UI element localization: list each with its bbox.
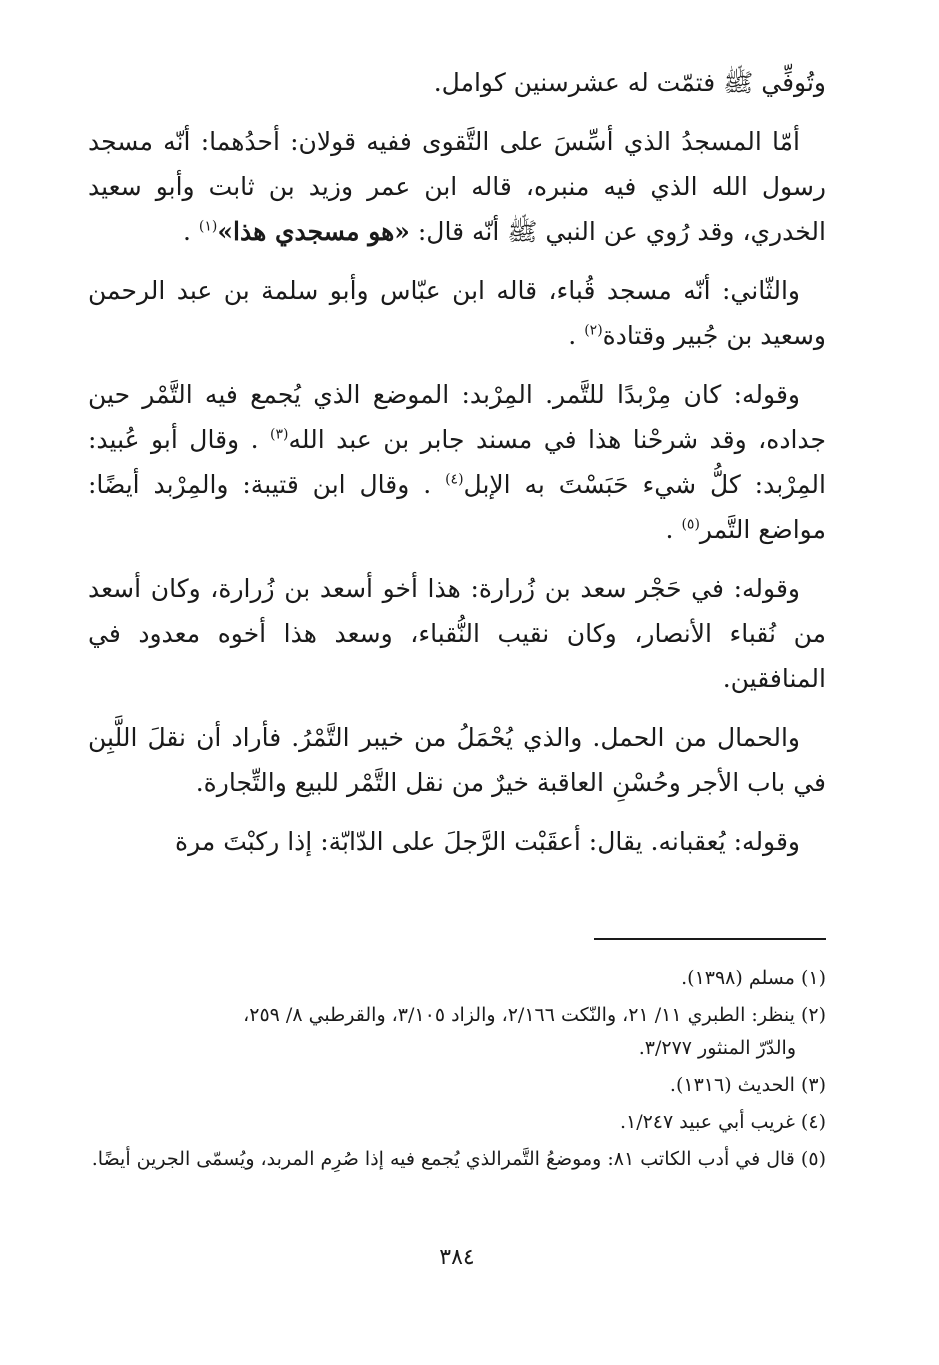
- footnote-text: (٢) ينظر: الطبري ١١/ ٢١، والنّكت ٢/١٦٦، والزاد ٣/١٠٥، والقرطبي ٨/ ٢٥٩،: [243, 1004, 826, 1026]
- paragraph-end: .: [665, 515, 682, 544]
- footnote-5: (٥) قال في أدب الكاتب ٨١: وموضعُ التَّمرالذي يُجمع فيه إذا صُرِم المربد، ويُسمّى الجرين أيضًا.: [91, 1148, 826, 1170]
- paragraph-text: وقوله: يُعقبانه. يقال: أعقَبْت الرَّجلَ على الدّابّة: إذا ركبْتَ مرة: [174, 827, 800, 856]
- hadith-quote: «هو مسجدي هذا»: [217, 217, 410, 246]
- paragraph-end: .: [568, 321, 585, 350]
- footnote-4: (٤) غريب أبي عبيد ١/٢٤٧.: [619, 1111, 826, 1133]
- paragraph-1: [88, 60, 826, 105]
- footnote-3: (٣) الحديث (١٣١٦).: [669, 1074, 826, 1096]
- paragraph-5: [88, 566, 826, 701]
- footnote-1: (١) مسلم (١٣٩٨).: [681, 967, 826, 989]
- paragraph-text: . وقال أبو عُبيد: المِرْبد: كلُّ شيء حَبَسْتَ به الإبل: [88, 425, 826, 499]
- footnote-ref-4: (٤): [445, 471, 464, 488]
- page-number: ٣٨٤: [439, 1245, 475, 1270]
- paragraph-text: وقوله: في حَجْر سعد بن زُرارة: هذا أخو أسعد بن زُرارة، وكان أسعد من نُقباء الأنصار، وكان نقيب النُّقباء، وسعد هذا أخوه معدود في المنافقين.: [88, 574, 826, 693]
- book-page: [88, 60, 826, 1340]
- footnote-2: [88, 999, 826, 1065]
- paragraph-4: [88, 372, 826, 552]
- footnotes: [88, 962, 826, 1180]
- footnote-ref-3: (٣): [269, 426, 289, 443]
- footnote-continuation: والدّرّ المنثور ٣/٢٧٧.: [638, 1037, 796, 1059]
- paragraph-3: [88, 268, 826, 358]
- paragraph-2: [88, 119, 826, 254]
- paragraph-text: وتُوفِّي ﷺ فتمّت له عشرسنين كوامل.: [433, 68, 826, 97]
- paragraph-6: [88, 715, 826, 805]
- paragraph-end: .: [183, 217, 199, 246]
- paragraph-text: والحمال من الحمل. والذي يُحْمَلُ من خيبر التَّمْرُ. فأراد أن نقلَ اللَّبِن في باب الأجر وحُسْنِ العاقبة خيرٌ من نقل التَّمْر للبيع والتِّجارة.: [88, 723, 826, 797]
- paragraph-text: . وقال ابن قتيبة: والمِرْبد أيضًا: مواضع التَّمر: [88, 470, 826, 544]
- paragraph-text: أمّا المسجدُ الذي أسِّسَ على التَّقوى ففيه قولان: أحدُهما: أنّه مسجد رسول الله الذي فيه منبره، قاله ابن عمر وزيد بن ثابت وأبو سعيد الخدري، وقد رُوي عن النبي ﷺ أنّه قال:: [88, 127, 826, 246]
- paragraph-text: والثّاني: أنّه مسجد قُباء، قاله ابن عبّاس وأبو سلمة بن عبد الرحمن وسعيد بن جُبير وقتادة: [88, 276, 826, 350]
- footnote-separator: [594, 938, 826, 940]
- paragraph-7: [88, 819, 826, 864]
- paragraph-text: وقوله: كان مِرْبدًا للتَّمر. المِرْبد: الموضع الذي يُجمع فيه التَّمْر حين جداده، وقد شرحْنا هذا في مسند جابر بن عبد الله: [88, 380, 826, 454]
- footnote-ref-1: (١): [198, 218, 218, 235]
- main-text: [88, 60, 826, 864]
- footnote-ref-2: (٢): [584, 322, 603, 339]
- footnote-ref-5: (٥): [681, 516, 700, 533]
